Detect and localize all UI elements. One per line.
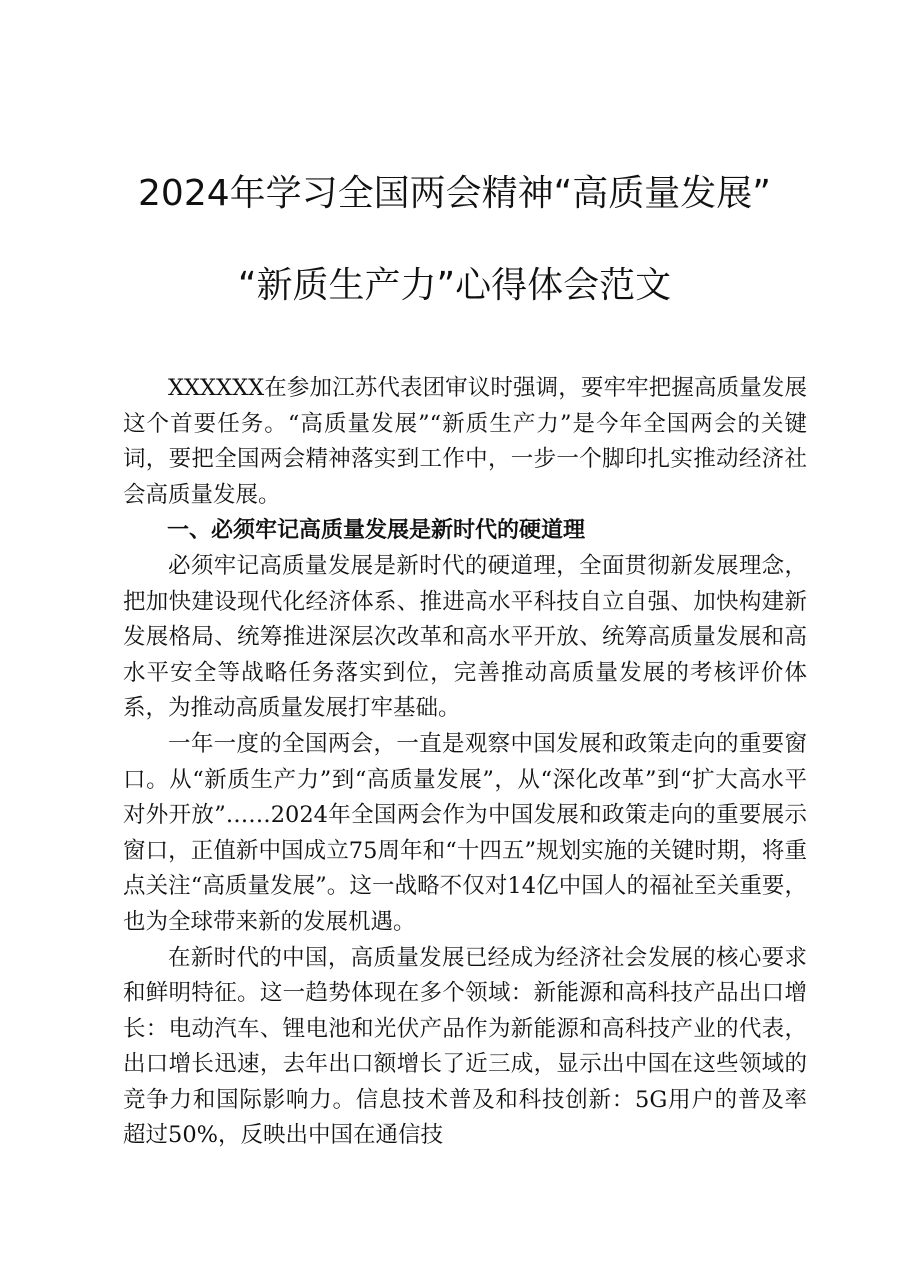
title-line-2: “新质生产力”心得体会范文 [237, 265, 672, 306]
title-line-1: 2024年学习全国两会精神“高质量发展” [138, 173, 771, 214]
document-title [0, 168, 909, 312]
body-paragraph: 必须牢记高质量发展是新时代的硬道理，全面贯彻新发展理念，把加快建设现代化经济体系、推进高水平科技自立自强、加快构建新发展格局、统筹推进深层次改革和高水平开放、统筹高质量发展和高水平安全等战略任务落实到位，完善推动高质量发展的考核评价体系，为推动高质量发展打牢基础。 [123, 552, 807, 722]
body-paragraph: 一年一度的全国两会，一直是观察中国发展和政策走向的重要窗口。从“新质生产力”到“高质量发展”，从“深化改革”到“扩大高水平对外开放”……2024年全国两会作为中国发展和政策走向的重要展示窗口，正值新中国成立75周年和“十四五”规划实施的关键时期，将重点关注“高质量发展”。这一战略不仅对14亿中国人的福祉至关重要，也为全球带来新的发展机遇。 [123, 730, 807, 935]
body-paragraph: 在新时代的中国，高质量发展已经成为经济社会发展的核心要求和鲜明特征。这一趋势体现在多个领域：新能源和高科技产品出口增长：电动汽车、锂电池和光伏产品作为新能源和高科技产业的代表，出口增长迅速，去年出口额增长了近三成，显示出中国在这些领域的竞争力和国际影响力。信息技术普及和科技创新：5G用户的普及率超过50%，反映出中国在通信技 [123, 944, 807, 1149]
intro-paragraph: XXXXXX在参加江苏代表团审议时强调，要牢牢把握高质量发展这个首要任务。“高质量发展”“新质生产力”是今年全国两会的关键词，要把全国两会精神落实到工作中，一步一个脚印扎实推动经济社会高质量发展。 [123, 375, 807, 508]
document-body [123, 371, 807, 1154]
section-heading: 一、必须牢记高质量发展是新时代的硬道理 [167, 518, 586, 544]
